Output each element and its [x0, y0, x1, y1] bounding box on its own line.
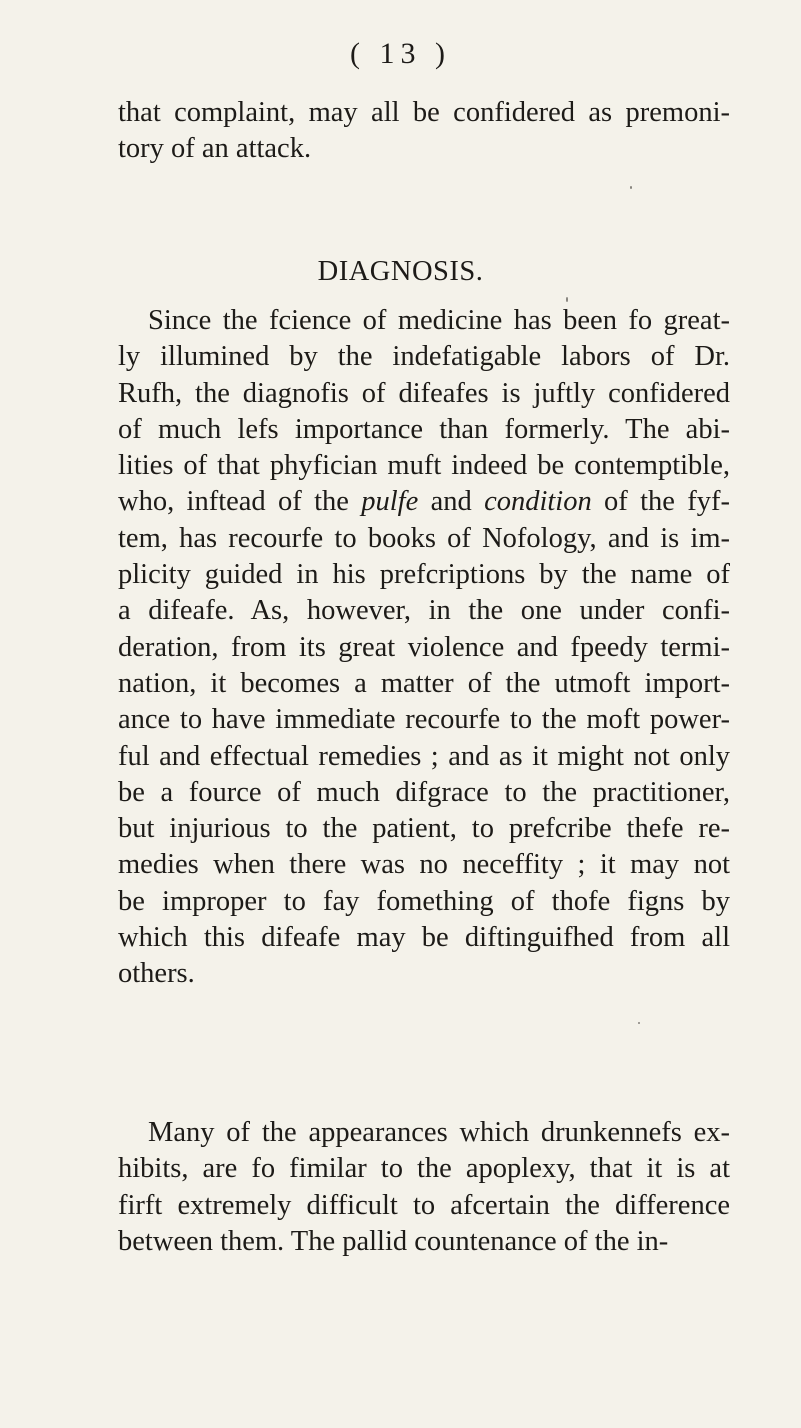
text-line: Since the fcience of medicine has been fo great-: [148, 305, 730, 336]
text-line: lities of that phyfician muft indeed be contemptible,: [118, 450, 730, 482]
print-speck: [638, 1022, 640, 1024]
text-line: tory of an attack.: [118, 133, 312, 165]
section-heading: DIAGNOSIS.: [317, 256, 484, 287]
text-line: a difeafe. As, however, in the one under confi-: [118, 595, 730, 627]
text-line: firft extremely difficult to afcertain the difference: [118, 1189, 730, 1221]
text-line: Many of the appearances which drunkennefs ex-: [148, 1117, 730, 1148]
text-line: be improper to fay fomething of thofe figns by: [118, 885, 730, 917]
italic-word: pulfe: [361, 486, 419, 518]
paragraph-diagnosis-intro: [118, 303, 730, 993]
text-line: medies when there was no neceffity ; it may not: [118, 849, 730, 881]
page-number: ( 13 ): [350, 37, 451, 70]
text-line: deration, from its great violence and fpeedy termi-: [118, 631, 730, 663]
print-speck: [566, 297, 568, 302]
text-line: hibits, are fo fimilar to the apoplexy, that it is at: [118, 1153, 730, 1185]
text-line: who, inftead of the pulfe and condition of the fyf-: [118, 486, 730, 518]
text-line: ance to have immediate recourfe to the moft power-: [118, 704, 730, 736]
paragraph-drunkenness: [118, 1115, 730, 1260]
text-line: Rufh, the diagnofis of difeafes is juftly confidered: [118, 377, 730, 409]
text-line: but injurious to the patient, to prefcribe thefe re-: [118, 813, 730, 845]
italic-word: condition: [484, 486, 592, 518]
text-line: plicity guided in his prefcriptions by the name of: [118, 559, 730, 591]
text-line: tem, has recourfe to books of Nofology, and is im-: [118, 522, 730, 554]
text-line: between them. The pallid countenance of the in-: [118, 1225, 669, 1257]
text-line: that complaint, may all be confidered as premoni-: [118, 97, 730, 128]
text-line: ful and effectual remedies ; and as it might not only: [118, 740, 730, 772]
paragraph-continuation: [118, 95, 730, 168]
text-line: ly illumined by the indefatigable labors of Dr.: [118, 341, 730, 373]
print-speck: [630, 186, 632, 189]
text-line: which this difeafe may be diftinguifhed from all: [118, 922, 730, 954]
text-line: others.: [118, 958, 195, 990]
text-line: of much lefs importance than formerly. The abi-: [118, 413, 730, 445]
text-line: nation, it becomes a matter of the utmoft import-: [118, 667, 730, 699]
text-line: be a fource of much difgrace to the practitioner,: [118, 776, 730, 808]
